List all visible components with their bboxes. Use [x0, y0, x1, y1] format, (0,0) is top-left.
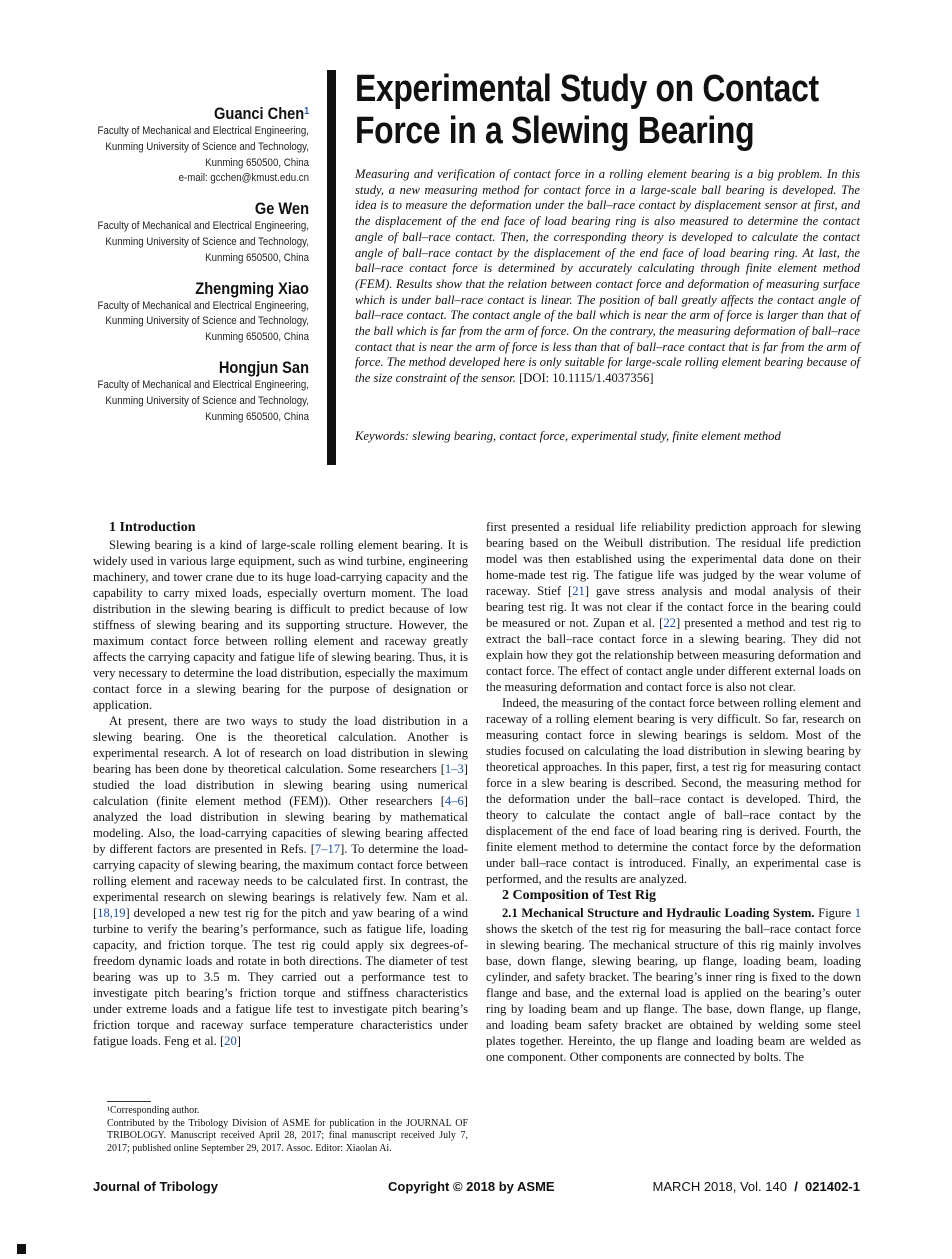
paper-title	[355, 68, 819, 152]
footnote-history: Contributed by the Tribology Division of ASME for publication in the JOURNAL OF TRIBOLOGY. Manuscript received April 28, 2017; final manuscript received July 7, 2017; published online September 29, 2017. Assoc. Editor: Xiaolan Ai.	[107, 1117, 468, 1154]
citation-link[interactable]: 7–17	[314, 842, 341, 856]
corner-mark	[17, 1244, 26, 1254]
paragraph: At present, there are two ways to study the load distribution in a slewing bearing. One is the theoretical calculation. Another is experimental research. A lot of research on load distribution in slewing bearing has been done by theoretical calculation. Some researchers [1–3] studied the load distribution in slewing bearing using numerical calculation (finite element method (FEM)). Other researchers [4–6] analyzed the load distribution in slewing bearing by mathematical modeling. Also, the load-carrying capacities of slewing bearing affected by different factors are presented in Refs. [7–17]. To determine the load-carrying capacity of slewing bearing, the maximum contact force between rolling element and raceway needs to be calculated first. In contrast, the experimental research on slewing bearings is relatively few. Nam et al. [18,19] developed a new test rig for the pitch and yaw bearing of a wind turbine to verify the bearing’s performance, such as fatigue life, loading capacity, and friction torque. The test rig could apply six degrees-of-freedom dynamic loads and rotate in both directions. The diameter of test bearing was up to 3.5 m. They carried out a performance test to investigate pitch bearing’s friction torque and stiffness characteristics under extreme loads and a fatigue life test to investigate pitch bearing’s friction torque and raceway surface temperature characteristics under fatigue loads. Feng et al. [20]	[93, 714, 468, 1048]
affiliation-line: Kunming University of Science and Technology,	[105, 140, 309, 153]
paragraph: Indeed, the measuring of the contact force between rolling element and raceway of a rolling element bearing is very difficult. So far, research on measuring contact force in slewing bearings is seldom. Most of the studies focused on calculating the load distribution in slewing bearing by theoretical approaches. In this paper, first, a test rig for measuring contact force in a slew bearing is described. Second, the measuring method for the deformation under the ball–race contact is developed. Third, the theory to calculate the contact angle of ball–race contact by the displacement of the end face of load bearing ring is derived. Fourth, the finite element method to determine the contact force by the deformation under ball–race contact is introduced. Finally, an experimental case is performed, and the results are analyzed.	[486, 696, 861, 886]
copyright: Copyright © 2018 by ASME	[388, 1179, 555, 1194]
citation-link[interactable]: 20	[224, 1034, 237, 1048]
abstract-text: Measuring and verification of contact force in a rolling element bearing is a big problem. In this study, a new measuring method for contact force in a large-scale ball bearing is developed. The idea is to measure the deformation under the ball–race contact by displacement sensor at first, and the displacement of the end face of load bearing ring is also measured to determine the contact angle of ball–race contact. Then, the corresponding theory is developed to calculate the contact angle of ball–race contact by the displacement of the end face of load bearing ring. At last, the ball–race contact force is determined by accurately calculating through finite element method (FEM). Results show that the relation between contact force and deformation of measuring surface which is under ball–race contact is linear. The position of ball greatly affects the contact angle of ball–race contact. The contact angle of the ball which is near the arm of force is larger than that of the ball which is far from the arm of force. On the contrary, the measuring deformation of ball–race contact that is near the arm of force is less than that of ball–race contact that is far from the arm of force. The method developed here is only suitable for large-scale rolling element bearing because of the size constraint of the sensor.	[355, 167, 860, 386]
author-name: Ge Wen	[254, 199, 309, 219]
affiliation-line: Kunming University of Science and Technology,	[105, 394, 309, 407]
subsection-title: 2.1 Mechanical Structure and Hydraulic Loading System.	[502, 906, 815, 920]
affiliation-line: Faculty of Mechanical and Electrical Engineering,	[97, 378, 309, 391]
author-2	[60, 198, 309, 266]
author-name: Guanci Chen$^1$	[214, 104, 309, 123]
citation-link[interactable]: 18,19	[97, 906, 126, 920]
page-footer	[93, 1179, 860, 1195]
affiliation-line: Kunming 650500, China	[205, 251, 309, 264]
issue-info: MARCH 2018, Vol. 140 / 021402-1	[652, 1179, 860, 1194]
citation-link[interactable]: 22	[663, 616, 676, 630]
title-line-2: Force in a Slewing Bearing	[355, 110, 755, 152]
doi[interactable]: [DOI: 10.1115/1.4037356]	[519, 371, 654, 386]
affiliation-line: Faculty of Mechanical and Electrical Engineering,	[97, 220, 309, 233]
author-3	[60, 278, 309, 346]
affiliation-line: Kunming 650500, China	[205, 331, 309, 344]
affiliation-line: Kunming University of Science and Technology,	[105, 235, 309, 248]
author-4	[60, 357, 309, 425]
footnote-divider	[107, 1101, 151, 1102]
paragraph: Slewing bearing is a kind of large-scale rolling element bearing. It is widely used in various large equipment, such as wind turbine, engineering machinery, and tower crane due to its huge load-carrying capacity and the capability to carry mixed loads, especially overturn moment. The load distribution in the slewing bearing is difficult to predict because of low stiffness of slewing bearing and its supporting structure. However, the maximum contact force between rolling element and raceway greatly affects the carrying capacity and fatigue life of slewing bearing. Thus, it is very necessary to determine the load distribution, especially the maximum contact force in a slewing bearing for the purpose of designation or application.	[93, 538, 468, 712]
section-heading-introduction: 1 Introduction	[109, 520, 196, 535]
title-divider-bar	[327, 70, 336, 465]
affiliation-line: Kunming 650500, China	[205, 410, 309, 423]
affiliation-line: Faculty of Mechanical and Electrical Engineering,	[97, 125, 309, 137]
author-name: Zhengming Xiao	[195, 278, 309, 298]
right-column	[486, 519, 861, 1065]
author-1	[60, 103, 309, 187]
paragraph: first presented a residual life reliability prediction approach for slewing bearing based on the Weibull distribution. The residual life prediction model was then established using the experimental data done on their home-made test rig. The fatigue life was judged by the wear volume of raceway. Stief [21] gave stress analysis and modal analysis of their bearing test rig. It was not clear if the contact force in the bearing could be measured or not. Zupan et al. [22] presented a method and test rig to extract the ball–race contact force in a slewing bearing. They did not explain how they got the relationship between measuring deformation and contact force. The effect of contact angle under different external loads on the measuring deformation and contact force is also not clear.	[486, 520, 862, 694]
footnote-marker[interactable]: 1	[304, 106, 309, 117]
author-name: Hongjun San	[218, 357, 309, 377]
author-list	[60, 103, 309, 436]
figure-link[interactable]: 1	[854, 906, 861, 920]
keywords: Keywords: slewing bearing, contact force, experimental study, finite element method	[355, 429, 781, 443]
affiliation-line: Faculty of Mechanical and Electrical Engineering,	[97, 299, 309, 312]
citation-link[interactable]: 1–3	[444, 762, 464, 776]
abstract	[355, 167, 860, 387]
journal-name: Journal of Tribology	[93, 1179, 218, 1194]
left-column	[93, 519, 468, 1049]
footnote-corresponding: ¹Corresponding author.	[107, 1105, 200, 1116]
affiliation-line: Kunming University of Science and Technology,	[105, 315, 309, 328]
footnotes	[107, 1105, 468, 1155]
author-email: e-mail: gcchen@kmust.edu.cn	[178, 172, 309, 185]
citation-link[interactable]: 21	[572, 584, 585, 598]
page-number: 021402-1	[805, 1179, 860, 1194]
citation-link[interactable]: 4–6	[444, 794, 464, 808]
paragraph: 2.1 Mechanical Structure and Hydraulic Loading System. Figure 1 shows the sketch of the test rig for measuring the ball–race contact force in slewing bearing. The mechanical structure of this rig mainly involves base, down flange, slewing bearing, up flange, loading beam, loading cylinder, and safety bracket. The bearing’s inner ring is fixed to the down flange and base, and the external load is applied on the bearing’s outer ring by loading beam and up flange. The base, down flange, up flange, and loading beam safety bracket are obtained by welding some steel plates together. Hereinto, the up flange and loading beam are welded as one component. Other components are connected by bolts. The	[486, 906, 861, 1064]
title-line-1: Experimental Study on Contact	[355, 68, 819, 110]
affiliation-line: Kunming 650500, China	[205, 156, 309, 169]
section-heading-test-rig: 2 Composition of Test Rig	[502, 888, 657, 903]
